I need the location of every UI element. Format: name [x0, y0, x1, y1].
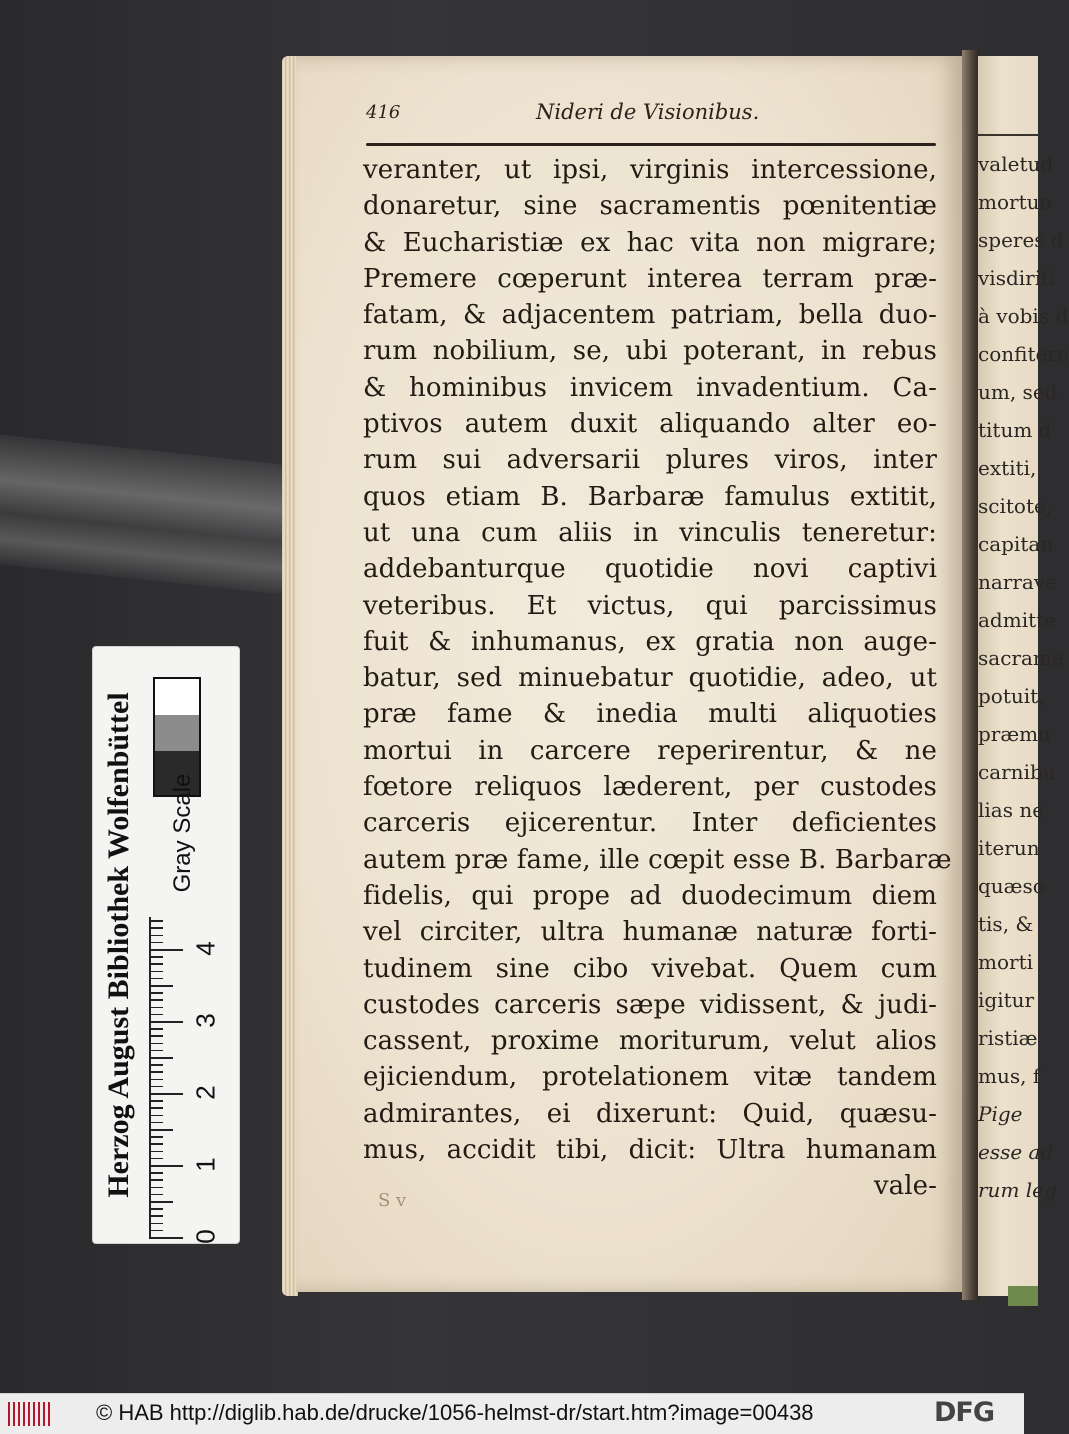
ruler-number: 2	[190, 1085, 221, 1100]
ruler-tick	[149, 1151, 163, 1153]
ruler-institution-label	[93, 647, 145, 1243]
text-line: addebanturque quotidie novi captivi	[363, 554, 937, 585]
ruler-tick	[149, 927, 163, 929]
ruler-tick	[149, 985, 173, 987]
text-line: veranter, ut ipsi, virginis intercessione,	[363, 155, 937, 185]
text-line: batur, sed minuebatur quotidie, adeo, ut	[363, 663, 937, 694]
text-line: tudinem sine cibo vivebat. Quem cum	[363, 953, 937, 984]
ruler-ticks	[149, 917, 221, 1244]
ruler-tick	[149, 1230, 163, 1232]
facing-page-line: rum leg	[978, 1178, 1057, 1202]
facing-page-line: sacrame	[978, 646, 1064, 670]
ruler-tick	[149, 1194, 163, 1196]
facing-page-line: valetud	[978, 152, 1054, 176]
ruler-tick	[149, 1208, 163, 1210]
text-line: mortui in carcere reperirentur, & ne	[363, 735, 937, 766]
ruler-tick	[149, 1158, 163, 1160]
ruler-tick	[149, 1014, 163, 1016]
text-line: ut una cum aliis in vinculis teneretur:	[363, 517, 937, 548]
text-line: ptivos autem duxit aliquando alter eo-	[363, 409, 937, 440]
ruler-tick	[149, 992, 163, 994]
ruler-tick	[149, 935, 163, 937]
ruler-number: 0	[190, 1229, 221, 1244]
color-scale-ruler	[92, 646, 240, 1244]
text-line: fidelis, qui prope ad duodecimum diem	[363, 880, 937, 911]
text-line: donaretur, sine sacramentis pœnitentiæ	[363, 191, 937, 222]
ruler-tick	[149, 1215, 163, 1217]
ruler-tick	[149, 1093, 183, 1095]
ruler-tick	[149, 1201, 173, 1203]
text-line: veteribus. Et victus, qui parcissimus	[363, 590, 937, 621]
dfg-logo: DFG	[934, 1397, 995, 1428]
ruler-tick	[149, 1107, 163, 1109]
facing-page-line: lias ne	[978, 798, 1045, 822]
ruler-tick	[149, 1050, 163, 1052]
facing-page-line: mortuo	[978, 190, 1052, 214]
text-line: mus, accidit tibi, dicit: Ultra humanam	[363, 1135, 937, 1166]
ruler-tick	[149, 1136, 163, 1138]
text-line: cassent, proxime moriturum, velut alios	[363, 1026, 937, 1057]
ruler-tick	[149, 1100, 163, 1102]
facing-page-line: narrave	[978, 570, 1057, 594]
source-url[interactable]: © HAB http://diglib.hab.de/drucke/1056-helmst-dr/start.htm?image=00438	[96, 1400, 814, 1425]
plastic-page-clip	[0, 435, 330, 600]
facing-page-line: mus, f	[978, 1064, 1041, 1088]
ruler-tick	[149, 1143, 163, 1145]
ruler-tick	[149, 949, 183, 951]
facing-page-line: capitan	[978, 532, 1054, 556]
ruler-tick	[149, 1064, 163, 1066]
facing-page-line: um, sed	[978, 380, 1058, 404]
facing-page-line: à vobis d	[978, 304, 1069, 328]
barcode-logo-icon	[8, 1402, 50, 1426]
ruler-tick	[149, 1179, 163, 1181]
facing-page-line: tis, &	[978, 912, 1034, 936]
text-line: autem præ fame, ille cœpit esse B. Barbaræ	[363, 844, 952, 875]
ruler-tick	[149, 999, 163, 1001]
ruler-tick	[149, 1043, 163, 1045]
facing-page-line: morti	[978, 950, 1033, 974]
running-title: Nideri de Visionibus.	[536, 100, 760, 124]
institution-name: Herzog August Bibliothek Wolfenbüttel	[102, 692, 135, 1198]
ruler-tick	[149, 1071, 163, 1073]
text-line: rum sui adversarii plures viros, inter	[363, 445, 937, 476]
facing-page-line: Pige	[978, 1102, 1023, 1126]
gray-scale-label-box	[153, 773, 213, 917]
white-swatch	[155, 679, 199, 715]
ruler-number: 1	[190, 1157, 221, 1172]
ruler-tick	[149, 978, 163, 980]
text-line: fœtore reliquos læderent, per custodes	[363, 772, 937, 803]
page-number: 416	[366, 102, 401, 123]
text-line: vale-	[873, 1171, 937, 1202]
text-line: fuit & inhumanus, ex gratia non auge-	[363, 626, 937, 657]
ruler-tick	[149, 956, 163, 958]
text-line: præ fame & inedia multi aliquoties	[363, 699, 937, 730]
text-line: Premere cœperunt interea terram præ-	[363, 263, 937, 294]
text-line: rum nobilium, se, ubi poterant, in rebus	[363, 336, 937, 367]
ruler-tick	[149, 1165, 183, 1167]
ruler-tick	[149, 1021, 183, 1023]
gray-swatch	[155, 715, 199, 751]
ruler-number: 4	[190, 941, 221, 956]
ruler-tick	[149, 1035, 163, 1037]
facing-page-line: quæso	[978, 874, 1045, 898]
ruler-number: 3	[190, 1013, 221, 1028]
ruler-tick	[149, 920, 163, 922]
ruler-tick	[149, 1237, 183, 1239]
facing-page-line: speres d	[978, 228, 1064, 252]
text-line: carceris ejicerentur. Inter deficientes	[363, 808, 937, 839]
facing-page-fragment	[978, 56, 1069, 1296]
facing-page-line: ristiæ	[978, 1026, 1038, 1050]
text-line: & Eucharistiæ ex hac vita non migrare;	[363, 227, 937, 258]
ruler-tick	[149, 971, 163, 973]
text-line: ejiciendum, protelationem vitæ tandem	[363, 1062, 937, 1093]
ruler-tick	[149, 1057, 173, 1059]
facing-page-line: potuit,	[978, 684, 1045, 708]
facing-page-line: esse ad	[978, 1140, 1054, 1164]
ruler-tick	[149, 1079, 163, 1081]
facing-page-line: igitur	[978, 988, 1035, 1012]
text-line: fatam, & adjacentem patriam, bella duo-	[363, 300, 937, 331]
text-line: admirantes, ei dixerunt: Quid, quæsu-	[363, 1098, 937, 1129]
facing-page-line: titum d	[978, 418, 1052, 442]
ruler-tick	[149, 963, 163, 965]
facing-page-line: præmu	[978, 722, 1052, 746]
facing-page-line: admitte	[978, 608, 1056, 632]
ruler-tick	[149, 1086, 163, 1088]
ruler-tick	[149, 1028, 163, 1030]
head-rule	[366, 143, 936, 146]
facing-page-line: carnibu	[978, 760, 1056, 784]
body-text	[363, 152, 952, 1205]
text-line: quos etiam B. Barbaræ famulus extitit,	[363, 481, 937, 512]
ruler-tick	[149, 1115, 163, 1117]
facing-page-line: iterun	[978, 836, 1040, 860]
text-line: custodes carceris sæpe vidissent, & judi-	[363, 989, 937, 1020]
ruler-tick	[149, 1122, 163, 1124]
running-head	[366, 102, 766, 132]
ruler-tick	[149, 1223, 163, 1225]
ruler-tick	[149, 942, 163, 944]
facing-page-head-rule	[978, 134, 1038, 136]
viewer-footer	[0, 1393, 1024, 1434]
text-line: vel circiter, ultra humanæ naturæ forti-	[363, 917, 937, 948]
gray-scale-label: Gray Scale	[169, 773, 196, 893]
ruler-tick	[149, 1129, 173, 1131]
ruler-tick	[149, 1187, 163, 1189]
signature-mark: S v	[378, 1190, 407, 1211]
ruler-tick	[149, 1007, 163, 1009]
text-line: & hominibus invicem invadentium. Ca-	[363, 372, 937, 403]
ruler-tick	[149, 1172, 163, 1174]
facing-page-line: visdiriti	[978, 266, 1056, 290]
facing-page-line: confitere	[978, 342, 1069, 366]
facing-page-line: scitote,	[978, 494, 1053, 518]
binding-strip	[1008, 1286, 1038, 1306]
facing-page-line: extiti,	[978, 456, 1037, 480]
